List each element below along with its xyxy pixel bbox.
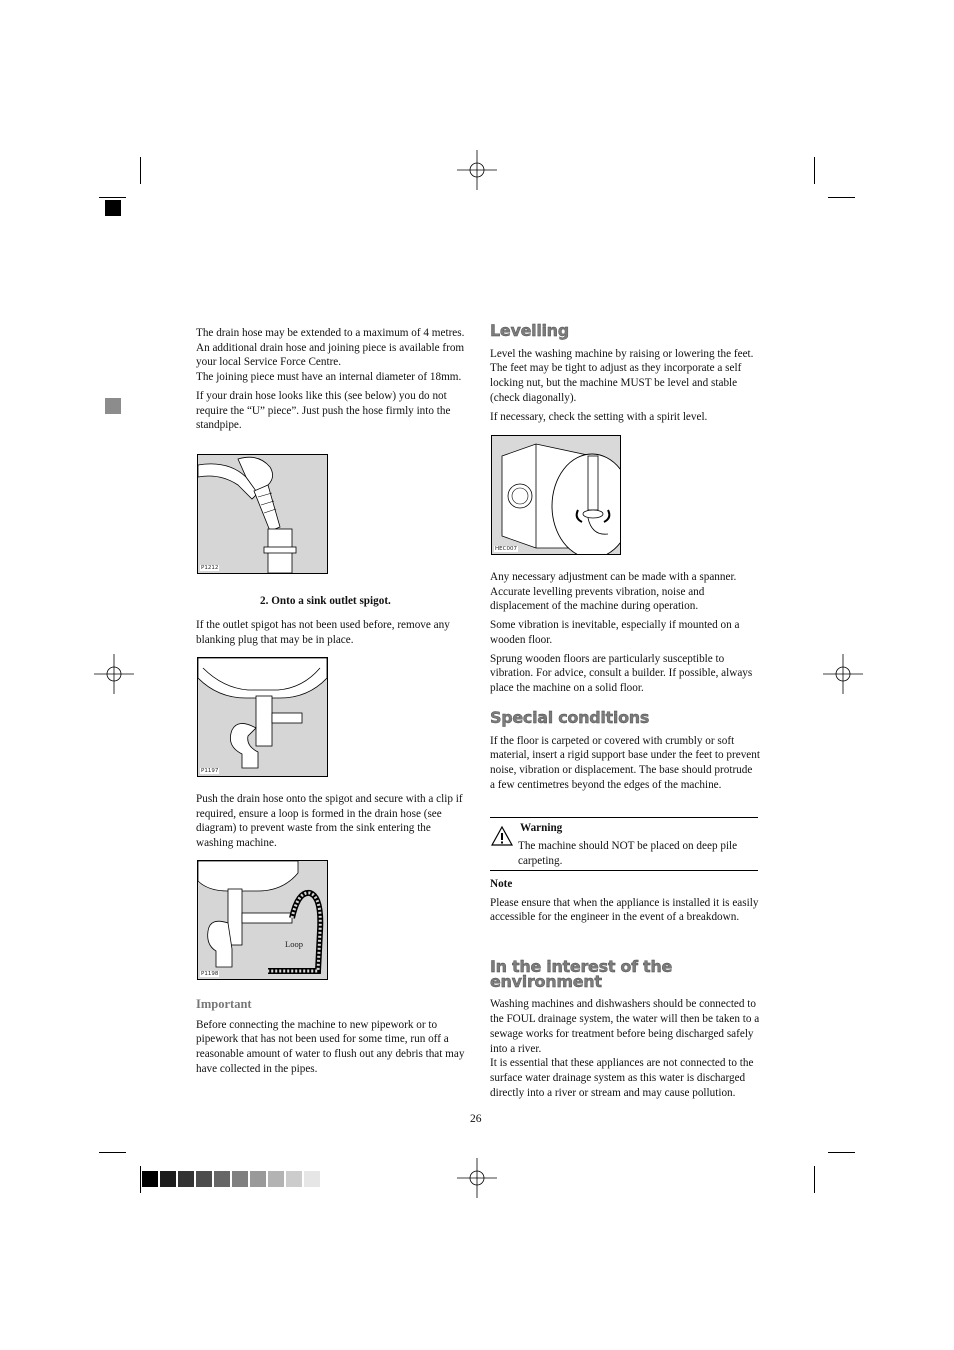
note-text: Please ensure that when the appliance is installed it is easily accessible for the engineer in the event of a breakdown. [490,896,759,924]
grey-tab-square [105,398,121,414]
levelling-figure [491,435,621,555]
outlet-spigot-text [196,618,468,651]
levelling-paragraph-1: Level the washing machine by raising or lowering the feet. The feet may be tight to adjust as they incorporate a self locking nut, but the machine MUST be level and stable (check diagonally). [490,347,754,404]
step-2-label: 2. Onto a sink outlet spigot. [260,595,391,607]
left-column [196,326,468,437]
color-swatch [304,1171,320,1187]
intro-line-2: The joining piece must have an internal diameter of 18mm. [196,371,462,384]
crop-mark [140,1166,141,1193]
crop-mark [99,197,126,198]
warning-title: Warning [520,822,563,834]
sprung-floor-paragraph: Sprung wooden floors are particularly susceptible to vibration. For advice, consult a builder. If possible, always place the machine on a solid floor. [490,652,753,694]
registration-crosshair-icon [823,654,863,694]
vibration-paragraph: Some vibration is inevitable, especially if mounted on a wooden floor. [490,619,740,646]
important-section [196,997,468,1081]
figure-code: HEC007 [495,546,517,552]
warning-box [490,817,758,871]
hose-loop-figure [197,860,328,980]
registration-crosshair-icon [94,654,134,694]
loop-label: Loop [285,939,303,949]
special-conditions-section [490,708,760,797]
note-section [490,877,760,929]
crop-mark [828,1152,855,1153]
registration-crosshair-icon [457,150,497,190]
adjustment-section [490,570,760,700]
outlet-spigot-paragraph: If the outlet spigot has not been used before, remove any blanking plug that may be in place. [196,619,450,646]
figure-code: P1198 [201,971,219,977]
special-conditions-text: If the floor is carpeted or covered with crumbly or soft material, insert a rigid support base under the feet to prevent noise, vibration or displacement. The base should protrude a few centimetres beyond the edges of the machine. [490,734,760,791]
color-swatch [178,1171,194,1187]
crop-mark [814,157,815,184]
important-text: Before connecting the machine to new pipework or to pipework that has not been used for some time, run off a reasonable amount of water to flush out any debris that may have collected in the pipes. [196,1018,465,1075]
environment-paragraph-2: It is essential that these appliances are not connected to the surface water drainage system as this water is discharged directly into a river or stream and may cause pollution. [490,1057,754,1099]
environment-section [490,957,762,1100]
crop-mark [814,1166,815,1193]
color-swatch [286,1171,302,1187]
black-tab-square [105,200,121,216]
crop-mark [99,1152,126,1153]
color-swatch [142,1171,158,1187]
levelling-section [490,321,760,428]
color-swatch [160,1171,176,1187]
step-2-heading [260,594,480,609]
warning-triangle-icon [491,826,513,846]
important-heading: Important [196,997,252,1011]
color-swatch [268,1171,284,1187]
levelling-paragraph-2: If necessary, check the setting with a spirit level. [490,410,708,423]
push-hose-text [196,792,468,855]
page-number: 26 [470,1113,482,1125]
color-swatch [196,1171,212,1187]
crop-mark [828,197,855,198]
environment-heading: In the interest of the environment [490,957,673,991]
environment-text [490,997,762,1100]
color-swatch [214,1171,230,1187]
color-swatch [232,1171,248,1187]
adjustment-paragraph: Any necessary adjustment can be made with a spanner. Accurate levelling prevents vibration, noise and displacement of the machine during operation. [490,571,737,613]
levelling-heading: Levelling [490,321,569,340]
intro-line-1: The drain hose may be extended to a maximum of 4 metres. An additional drain hose and joining piece is available from your local Service Force Centre. [196,327,465,369]
figure-code: P1197 [201,768,219,774]
push-hose-paragraph: Push the drain hose onto the spigot and secure with a clip if required, ensure a loop is formed in the drain hose (see diagram) to prevent waste from the sink entering the washing machine. [196,793,463,850]
drain-hose-extension-text [196,326,468,385]
special-conditions-heading: Special conditions [490,708,650,727]
standpipe-figure [197,454,328,574]
crop-mark [140,157,141,184]
environment-paragraph-1: Washing machines and dishwashers should be connected to the FOUL drainage system, the water will then be taken to a sewage works for treatment before being discharged safely into a river. [490,998,760,1055]
note-title: Note [490,878,513,890]
color-swatch [250,1171,266,1187]
registration-crosshair-icon [457,1158,497,1198]
sink-trap-figure [197,657,328,777]
u-piece-text: If your drain hose looks like this (see below) you do not require the “U” piece”. Just push the hose firmly into the standpipe. [196,389,451,432]
figure-code: P1212 [201,565,219,571]
warning-text: The machine should NOT be placed on deep pile carpeting. [518,840,738,867]
